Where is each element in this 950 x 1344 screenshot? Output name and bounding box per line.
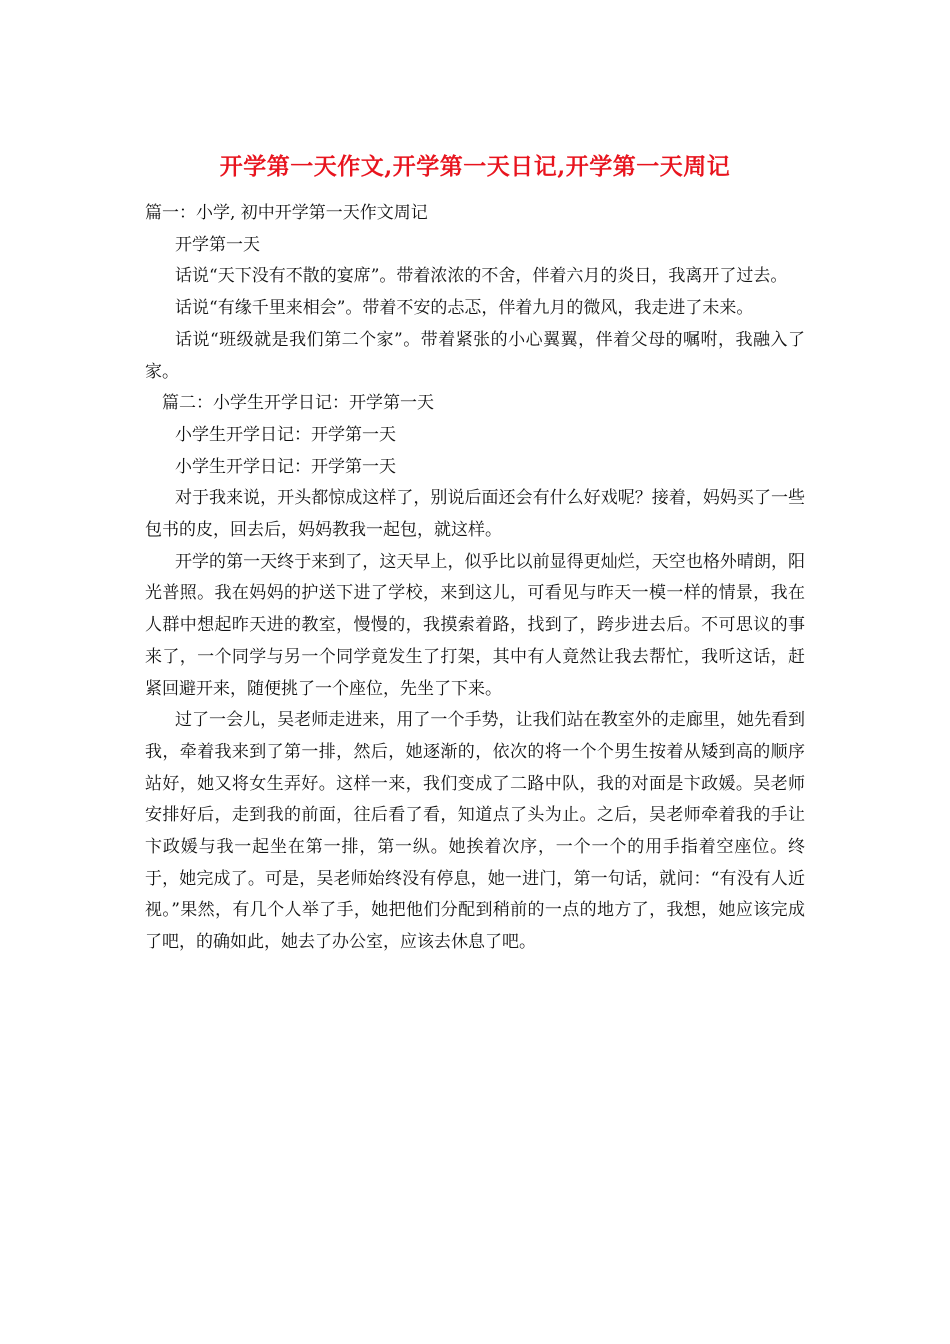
essay-title: 小学生开学日记：开学第一天 [175, 456, 396, 477]
section-heading: 篇二：小学生开学日记：开学第一天 [162, 393, 434, 414]
essay-title: 开学第一天 [175, 234, 260, 255]
essay-title: 小学生开学日记：开学第一天 [175, 424, 396, 445]
document-body [145, 198, 805, 959]
paragraph: 过了一会儿，吴老师走进来，用了一个手势，让我们站在教室外的走廊里，她先看到我，牵着我来到了第一排，然后，她逐渐的，依次的将一个个男生按着从矮到高的顺序站好，她又将女生弄好。这样一来，我们变成了二路中队，我的对面是卞政媛。吴老师安排好后，走到我的前面，往后看了看，知道点了头为止。之后，吴老师牵着我的手让卞政媛与我一起坐在第一排，第一纵。她挨着次序，一个一个的用手指着空座位。终于，她完成了。可是，吴老师始终没有停息，她一进门，第一句话，就问：“有没有人近视。”果然，有几个人举了手，她把他们分配到稍前的一点的地方了，我想，她应该完成了吧，的确如此，她去了办公室，应该去休息了吧。 [145, 710, 805, 953]
document-title: 开学第一天作文,开学第一天日记,开学第一天周记 [219, 153, 731, 180]
paragraph: 话说“有缘千里来相会”。带着不安的忐忑，伴着九月的微风，我走进了未来。 [175, 298, 754, 319]
section-heading: 篇一：小学, 初中开学第一天作文周记 [145, 203, 428, 223]
paragraph: 对于我来说，开头都惊成这样了，别说后面还会有什么好戏呢？接着，妈妈买了一些包书的皮，回去后，妈妈教我一起包，就这样。 [145, 488, 805, 541]
paragraph: 话说“天下没有不散的宴席”。带着浓浓的不舍，伴着六月的炎日，我离开了过去。 [175, 266, 788, 287]
paragraph: 开学的第一天终于来到了，这天早上，似乎比以前显得更灿烂，天空也格外晴朗，阳光普照。我在妈妈的护送下进了学校，来到这儿，可看见与昨天一模一样的情景，我在人群中想起昨天进的教室，慢慢的，我摸索着路，找到了，跨步进去后。不可思议的事来了，一个同学与另一个同学竟发生了打架，其中有人竟然让我去帮忙，我听这话，赶紧回避开来，随便挑了一个座位，先坐了下来。 [145, 551, 805, 699]
paragraph: 话说“班级就是我们第二个家”。带着紧张的小心翼翼，伴着父母的嘱咐，我融入了家。 [145, 329, 805, 382]
